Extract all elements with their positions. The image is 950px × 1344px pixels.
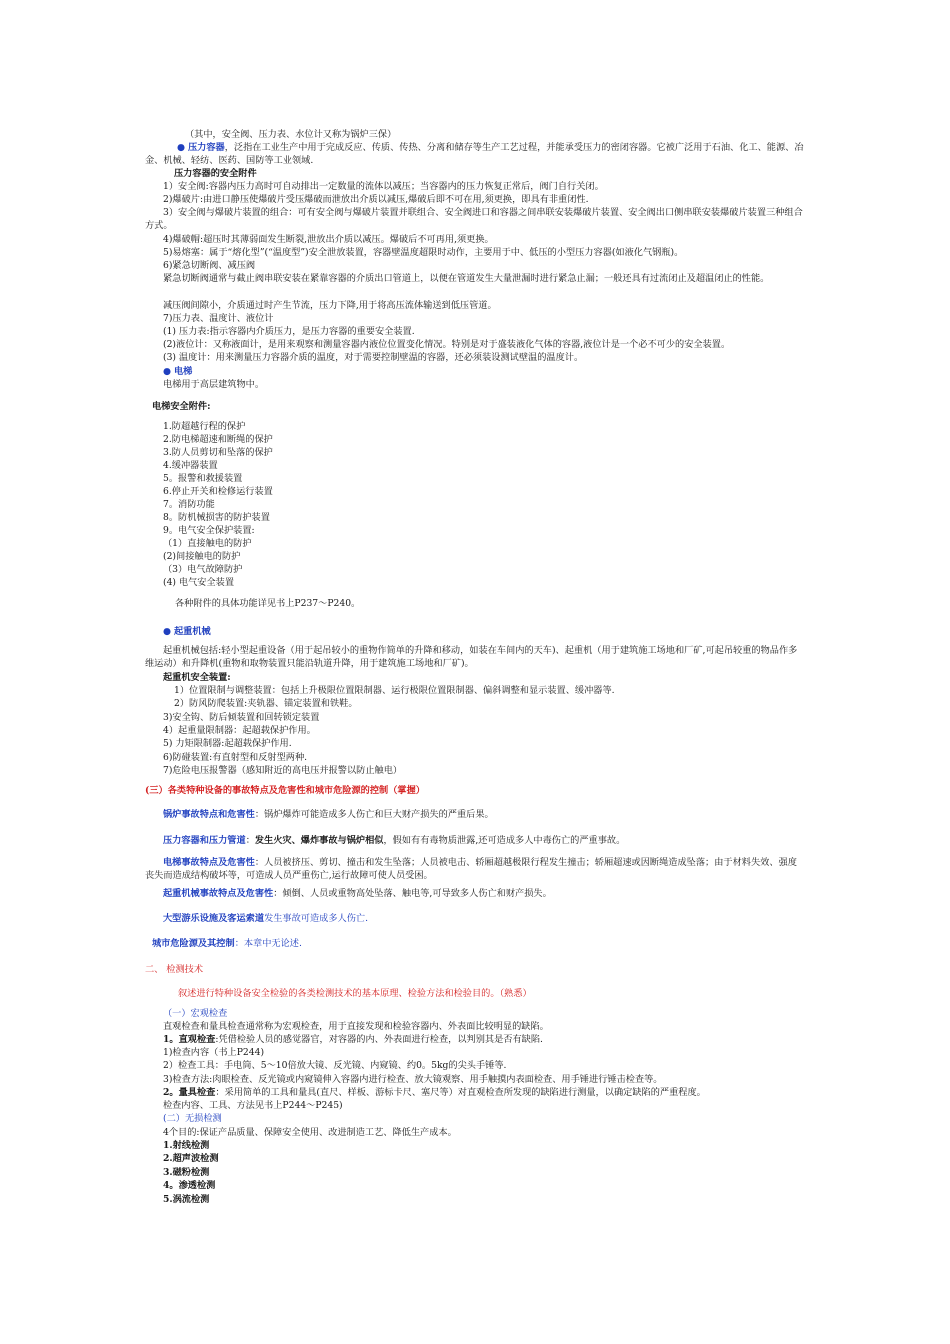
pressure-pipe-emphasis: 发生火灾、爆炸事故与锅炉相似 [254, 835, 384, 846]
crane-accident-term: 起重机械事故特点及危害性 [163, 888, 274, 899]
boiler-accident-desc: ：锅炉爆炸可能造成多人伤亡和巨大财产损失的严重后果。 [254, 809, 494, 820]
urban-hazard-desc: ：本章中无论述. [234, 938, 302, 949]
ndt-purposes: 4个目的:保证产品质量、保障安全使用、改进制造工艺、降低生产成本。 [163, 1127, 457, 1138]
list-item: 3）安全阀与爆破片装置的组合：可有安全阀与爆破片装置并联组合、安全阀进口和容器之间串联安装爆破片装置、安全阀出口侧串联安装爆破片装置三种组合方式。 [145, 207, 803, 231]
visual-inspection-text [163, 1033, 823, 1046]
subsection-macro-inspection: （一）宏观检查 [163, 1008, 228, 1019]
pressure-vessel-term: 压力容器 [187, 142, 225, 153]
list-item: 3.磁粉检测 [163, 1167, 210, 1178]
crane-accident-text [163, 887, 823, 900]
list-item: 6.停止开关和检修运行装置 [163, 486, 273, 497]
bullet-icon: ● [163, 366, 172, 377]
list-item: 9。电气安全保护装置: [163, 525, 255, 536]
list-item: 6)紧急切断阀、减压阀 [163, 260, 256, 271]
crane-accident-desc: ：倾倒、人员或重物高处坠落、触电等,可导致多人伤亡和财产损失。 [273, 888, 552, 899]
list-item: 2）防风防爬装置:夹轨器、锚定装置和铁鞋。 [174, 698, 358, 709]
list-item: （3）电气故障防护 [163, 564, 243, 575]
boiler-accident-text [163, 808, 823, 821]
subsection-nondestructive: (二）无损检测 [163, 1113, 222, 1124]
list-item: 5。报警和救援装置 [163, 473, 243, 484]
bullet-icon: ● [177, 142, 186, 153]
list-item: (2)液位计：又称液面计，是用来观察和测量容器内液位位置变化情况。特别是对于盛装液化气体的容器,液位计是一个必不可少的安全装置。 [163, 339, 731, 350]
list-item: 2.超声波检测 [163, 1153, 219, 1164]
pressure-vessel-text: ，泛指在工业生产中用于完成反应、传质、传热、分离和储存等生产工艺过程，并能承受压力的密闭容器。它被广泛用于石油、化工、能源、冶金、机械、轻纺、医药、国防等工业领域. [145, 142, 804, 166]
list-item: 5) 力矩限制器:起超载保护作用. [163, 738, 292, 749]
elevator-term: 电梯 [173, 366, 193, 377]
elevator-text: 电梯用于高层建筑物中。 [163, 379, 265, 390]
list-item: 2）检查工具：手电筒、5～10倍放大镜、反光镜、内窥镜、约0。5kg的尖头手锤等. [163, 1060, 507, 1071]
list-item: (3) 温度计：用来测量压力容器介质的温度，对于需要控制壁温的容器，还必须装设测试壁温的温度计。 [163, 352, 584, 363]
elevator-heading [163, 365, 823, 378]
pressure-reducing-text: 减压阀间隙小，介质通过时产生节流，压力下降,用于将高压流体输送到低压管道。 [163, 300, 497, 311]
list-item: 5)易熔塞：属于“熔化型”(“温度型”)安全泄放装置，容器壁温度超限时动作，主要用于中、低压的小型压力容器(如液化气钢瓶)。 [163, 247, 684, 258]
list-item: 4)爆破帽:超压时其薄弱面发生断裂,泄放出介质以减压。爆破后不可再用,须更换。 [163, 234, 494, 245]
accessories-reference: 各种附件的具体功能详见书上P237～P240。 [175, 598, 361, 609]
list-item: 4.缓冲器装置 [163, 460, 218, 471]
gauge-inspection-desc: ：采用简单的工具和量具(直尺、样板、游标卡尺、塞尺等）对直观检查所发现的缺陷进行测量，以确定缺陷的严重程度。 [215, 1087, 706, 1098]
gauge-inspection-term: 2。量具检查 [163, 1087, 216, 1098]
list-item: 2)爆破片:由进口静压使爆破片受压爆破而泄放出介质以减压,爆破后即不可在用,须更换，即具有非重闭性. [163, 194, 589, 205]
list-item: （1）直接触电的防护 [163, 538, 252, 549]
pressure-pipe-accident-text [163, 834, 823, 847]
bullet-icon: ● [163, 626, 172, 637]
emergency-valve-text: 紧急切断阀通常与截止阀串联安装在紧靠容器的介质出口管道上，以便在管道发生大量泄漏时进行紧急止漏；一般还具有过流闭止及超温闭止的性能。 [163, 273, 770, 284]
section-heading-accidents: (三）各类特种设备的事故特点及危害性和城市危险源的控制（掌握） [145, 785, 425, 796]
list-item: 8。防机械损害的防护装置 [163, 512, 270, 523]
list-item: 1）位置限制与调整装置：包括上升极限位置限制器、运行极限位置限制器、偏斜调整和显示装置、缓冲器等. [174, 685, 615, 696]
urban-hazard-term: 城市危险源及其控制 [152, 938, 235, 949]
elevator-accident-term: 电梯事故特点及危害性 [163, 857, 255, 868]
list-item: (2)间接触电的防护 [163, 551, 241, 562]
list-item: 3.防人员剪切和坠落的保护 [163, 447, 273, 458]
section-heading-detection: 二、 检测技术 [145, 964, 204, 975]
list-item: 1.防超越行程的保护 [163, 421, 246, 432]
visual-inspection-desc: :凭借检验人员的感觉器官，对容器的内、外表面进行检查，以判别其是否有缺陷. [215, 1034, 543, 1045]
visual-inspection-term: 1。直观检查 [163, 1034, 216, 1045]
list-item: 2.防电梯超速和断绳的保护 [163, 434, 273, 445]
list-item: 5.涡流检测 [163, 1194, 210, 1205]
list-item: 1）安全阀:容器内压力高时可自动排出一定数量的流体以减压；当容器内的压力恢复正常后，阀门自行关闭。 [163, 181, 604, 192]
list-item: (1) 压力表:指示容器内介质压力，是压力容器的重要安全装置. [163, 326, 415, 337]
list-item: 1)检查内容（书上P244) [163, 1047, 265, 1058]
urban-hazard-text [152, 937, 812, 950]
gauge-inspection-text [163, 1086, 823, 1099]
amusement-term: 大型游乐设施及客运索道 [163, 913, 265, 924]
list-item: 7)压力表、温度计、液位计 [163, 313, 274, 324]
amusement-accident-text [163, 912, 823, 925]
list-item: 4。渗透检测 [163, 1180, 216, 1191]
pressure-vessel-definition [145, 141, 805, 167]
boiler-accident-term: 锅炉事故特点和危害性 [163, 809, 255, 820]
macro-inspection-text: 直观检查和量具检查通常称为宏观检查，用于直接发现和检验容器内、外表面比较明显的缺陷。 [163, 1021, 549, 1032]
crane-term: 起重机械 [173, 626, 211, 637]
pressure-pipe-desc: ，假如有有毒物质泄露,还可造成多人中毒伤亡的严重事故。 [383, 835, 626, 846]
crane-heading [163, 625, 823, 638]
list-item: 3)安全钩、防后倾装置和回转锁定装置 [163, 712, 320, 723]
elevator-accessories-heading: 电梯安全附件: [152, 401, 211, 412]
list-item: 6)防碰装置:有直射型和反射型两种. [163, 752, 308, 763]
elevator-accident-text [145, 856, 805, 882]
pressure-pipe-term: 压力容器和压力管道 [163, 835, 246, 846]
list-item: 4）起重量限制器：起超载保护作用。 [163, 725, 316, 736]
elevator-accident-desc: ：人员被挤压、剪切、撞击和发生坠落；人员被电击、轿厢超越极限行程发生撞击；轿厢超速或因断绳造成坠落；由于材料失效、强度丧失而造成结构破坏等，可造成人员严重伤亡,运行故障可使人员受困。 [145, 857, 797, 881]
pressure-vessel-accessories-heading: 压力容器的安全附件 [174, 168, 257, 179]
pressure-pipe-colon: ： [245, 835, 255, 846]
boiler-note: （其中，安全阀、压力表、水位计又称为锅炉三保） [185, 129, 397, 140]
list-item: 3)检查方法:肉眼检查、反光镜或内窥镜伸入容器内进行检查、放大镜观察、用手触摸内表面检查、用手锤进行锤击检查等。 [163, 1074, 663, 1085]
list-item: 7)危险电压报警器（感知附近的高电压并报警以防止触电） [163, 765, 403, 776]
crane-text: 起重机械包括:轻小型起重设备（用于起吊较小的重物作简单的升降和移动，如装在车间内的天车)、起重机（用于建筑施工场地和厂矿,可起吊较重的物品作多维运动）和升降机(重物和取物装置只能沿轨道升降，用于建筑施工场地和厂矿)。 [145, 645, 798, 669]
list-item: 7。消防功能 [163, 499, 215, 510]
amusement-desc: 发生事故可造成多人伤亡. [264, 913, 369, 924]
list-item: (4) 电气安全装置 [163, 577, 235, 588]
crane-safety-heading: 起重机安全装置: [163, 672, 231, 683]
inspection-reference: 检查内容、工具、方法见书上P244～P245) [163, 1100, 343, 1111]
list-item: 1.射线检测 [163, 1140, 210, 1151]
detection-objective: 叙述进行特种设备安全检验的各类检测技术的基本原理、检验方法和检验目的。（熟悉） [178, 988, 532, 999]
